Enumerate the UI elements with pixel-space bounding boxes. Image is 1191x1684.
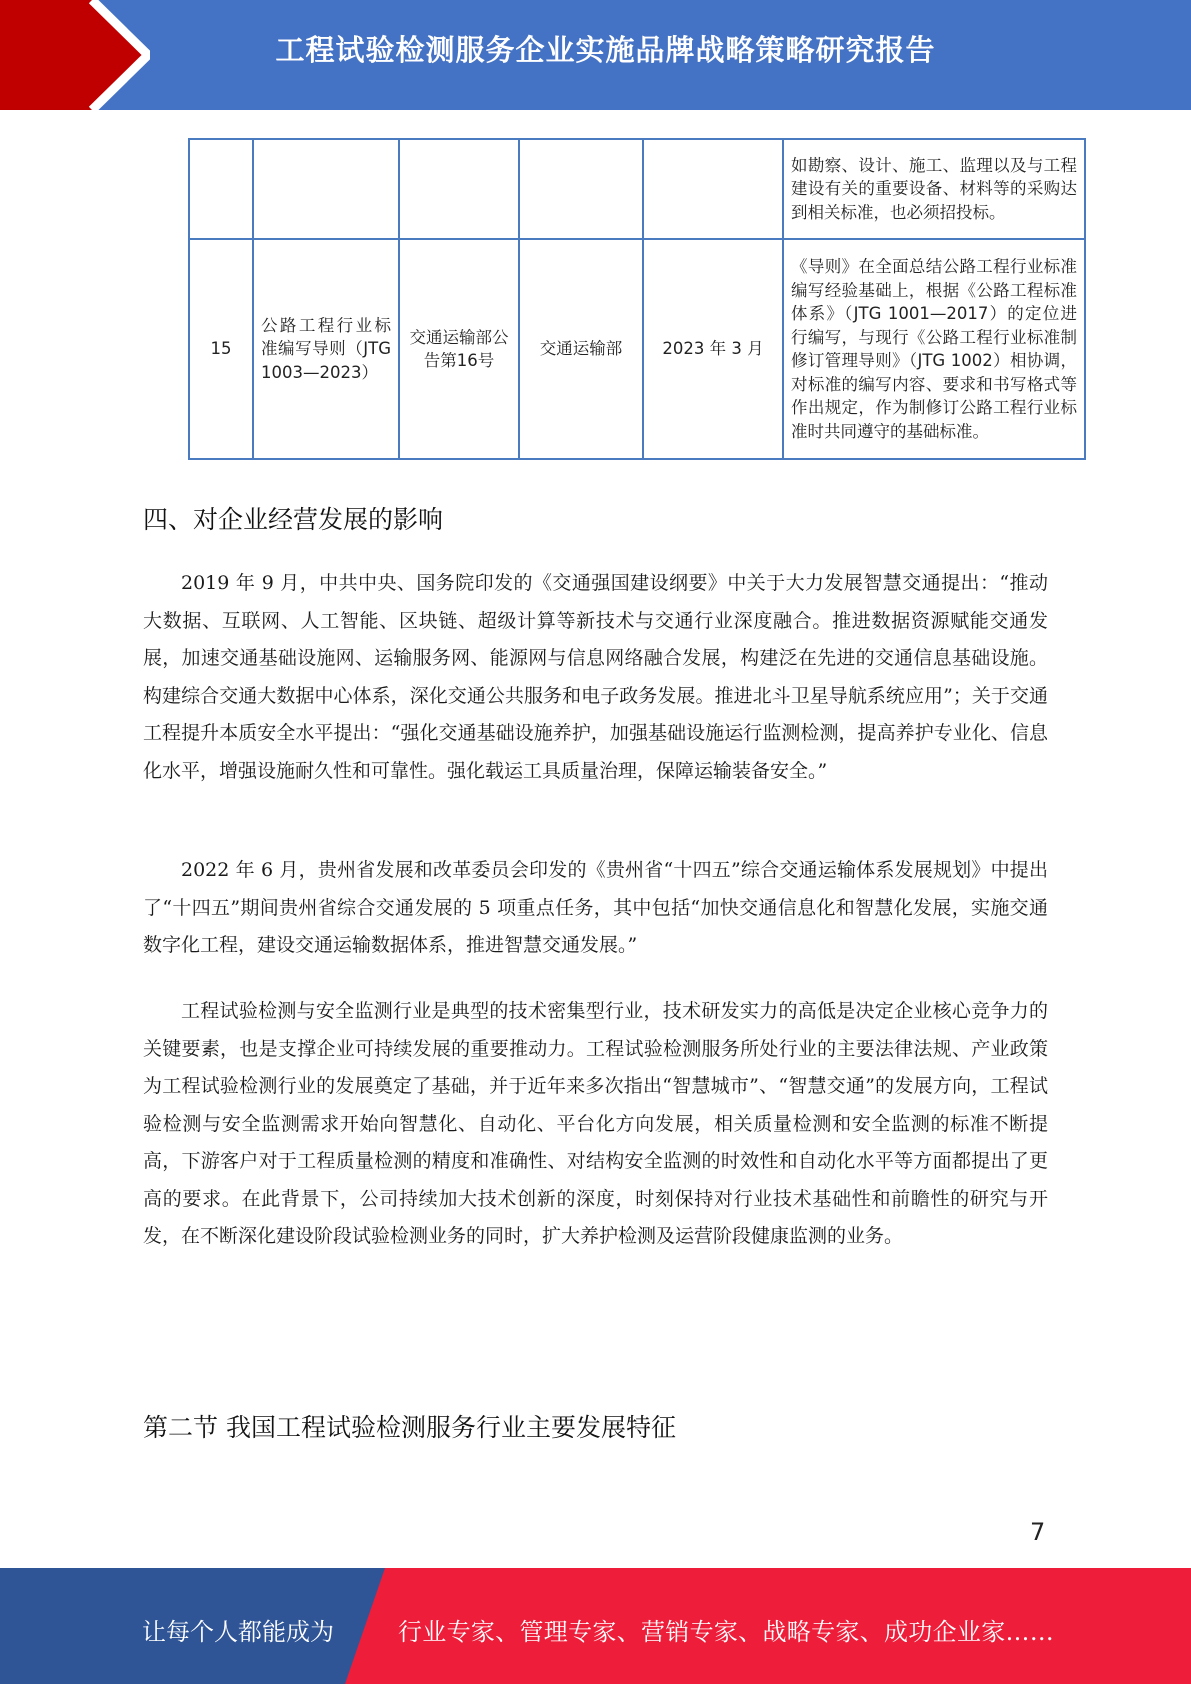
page-number: 7	[1030, 1518, 1046, 1546]
cell-name: 公路工程行业标准编写导则（JTG 1003—2023）	[253, 239, 399, 459]
footer-slogan-left: 让每个人都能成为	[142, 1618, 334, 1646]
cell-doc: 交通运输部公告第16号	[399, 239, 519, 459]
report-title: 工程试验检测服务企业实施品牌战略策略研究报告	[275, 33, 936, 67]
table-row	[189, 239, 1085, 459]
standards-table	[188, 138, 1086, 460]
cell-doc	[399, 139, 519, 239]
paragraph: 2019 年 9 月，中共中央、国务院印发的《交通强国建设纲要》中关于大力发展智慧交通提出：“推动大数据、互联网、人工智能、区块链、超级计算等新技术与交通行业深度融合。推进数据资源赋能交通发展，加速交通基础设施网、运输服务网、能源网与信息网络融合发展，构建泛在先进的交通信息基础设施。构建综合交通大数据中心体系，深化交通公共服务和电子政务发展。推进北斗卫星导航系统应用”；关于交通工程提升本质安全水平提出：“强化交通基础设施养护，加强基础设施运行监测检测，提高养护专业化、信息化水平，增强设施耐久性和可靠性。强化载运工具质量治理，保障运输装备安全。”	[143, 572, 1048, 782]
section-heading: 四、对企业经营发展的影响	[143, 505, 444, 534]
cell-no	[189, 139, 253, 239]
cell-date	[643, 139, 783, 239]
cell-name	[253, 139, 399, 239]
cell-no: 15	[189, 239, 253, 459]
chapter-section-heading: 第二节 我国工程试验检测服务行业主要发展特征	[143, 1413, 676, 1442]
cell-desc: 《导则》在全面总结公路工程行业标准编写经验基础上，根据《公路工程标准体系》（JTG 1001—2017）的定位进行编写，与现行《公路工程行业标准制修订管理导则》（JTG 1002）相协调，对标准的编写内容、要求和书写格式等作出规定，作为制修订公路工程行业标准时共同遵守的基础标准。	[783, 239, 1085, 459]
paragraph: 工程试验检测与安全监测行业是典型的技术密集型行业，技术研发实力的高低是决定企业核心竞争力的关键要素，也是支撑企业可持续发展的重要推动力。工程试验检测服务所处行业的主要法律法规、产业政策为工程试验检测行业的发展奠定了基础，并于近年来多次指出“智慧城市”、“智慧交通”的发展方向，工程试验检测与安全监测需求开始向智慧化、自动化、平台化方向发展，相关质量检测和安全监测的标准不断提高，下游客户对于工程质量检测的精度和准确性、对结构安全监测的时效性和自动化水平等方面都提出了更高的要求。在此背景下，公司持续加大技术创新的深度，时刻保持对行业技术基础性和前瞻性的研究与开发，在不断深化建设阶段试验检测业务的同时，扩大养护检测及运营阶段健康监测的业务。	[143, 1000, 1048, 1247]
footer-slogan-right: 行业专家、管理专家、营销专家、战略专家、成功企业家……	[398, 1618, 1055, 1646]
table-row	[189, 139, 1085, 239]
cell-desc: 如勘察、设计、施工、监理以及与工程建设有关的重要设备、材料等的采购达到相关标准，也必须招投标。	[783, 139, 1085, 239]
cell-date: 2023 年 3 月	[643, 239, 783, 459]
paragraph: 2022 年 6 月，贵州省发展和改革委员会印发的《贵州省“十四五”综合交通运输体系发展规划》中提出了“十四五”期间贵州省综合交通发展的 5 项重点任务，其中包括“加快交通信息化和智慧化发展，实施交通数字化工程，建设交通运输数据体系，推进智慧交通发展。”	[143, 859, 1048, 956]
cell-dept	[519, 139, 643, 239]
cell-dept: 交通运输部	[519, 239, 643, 459]
